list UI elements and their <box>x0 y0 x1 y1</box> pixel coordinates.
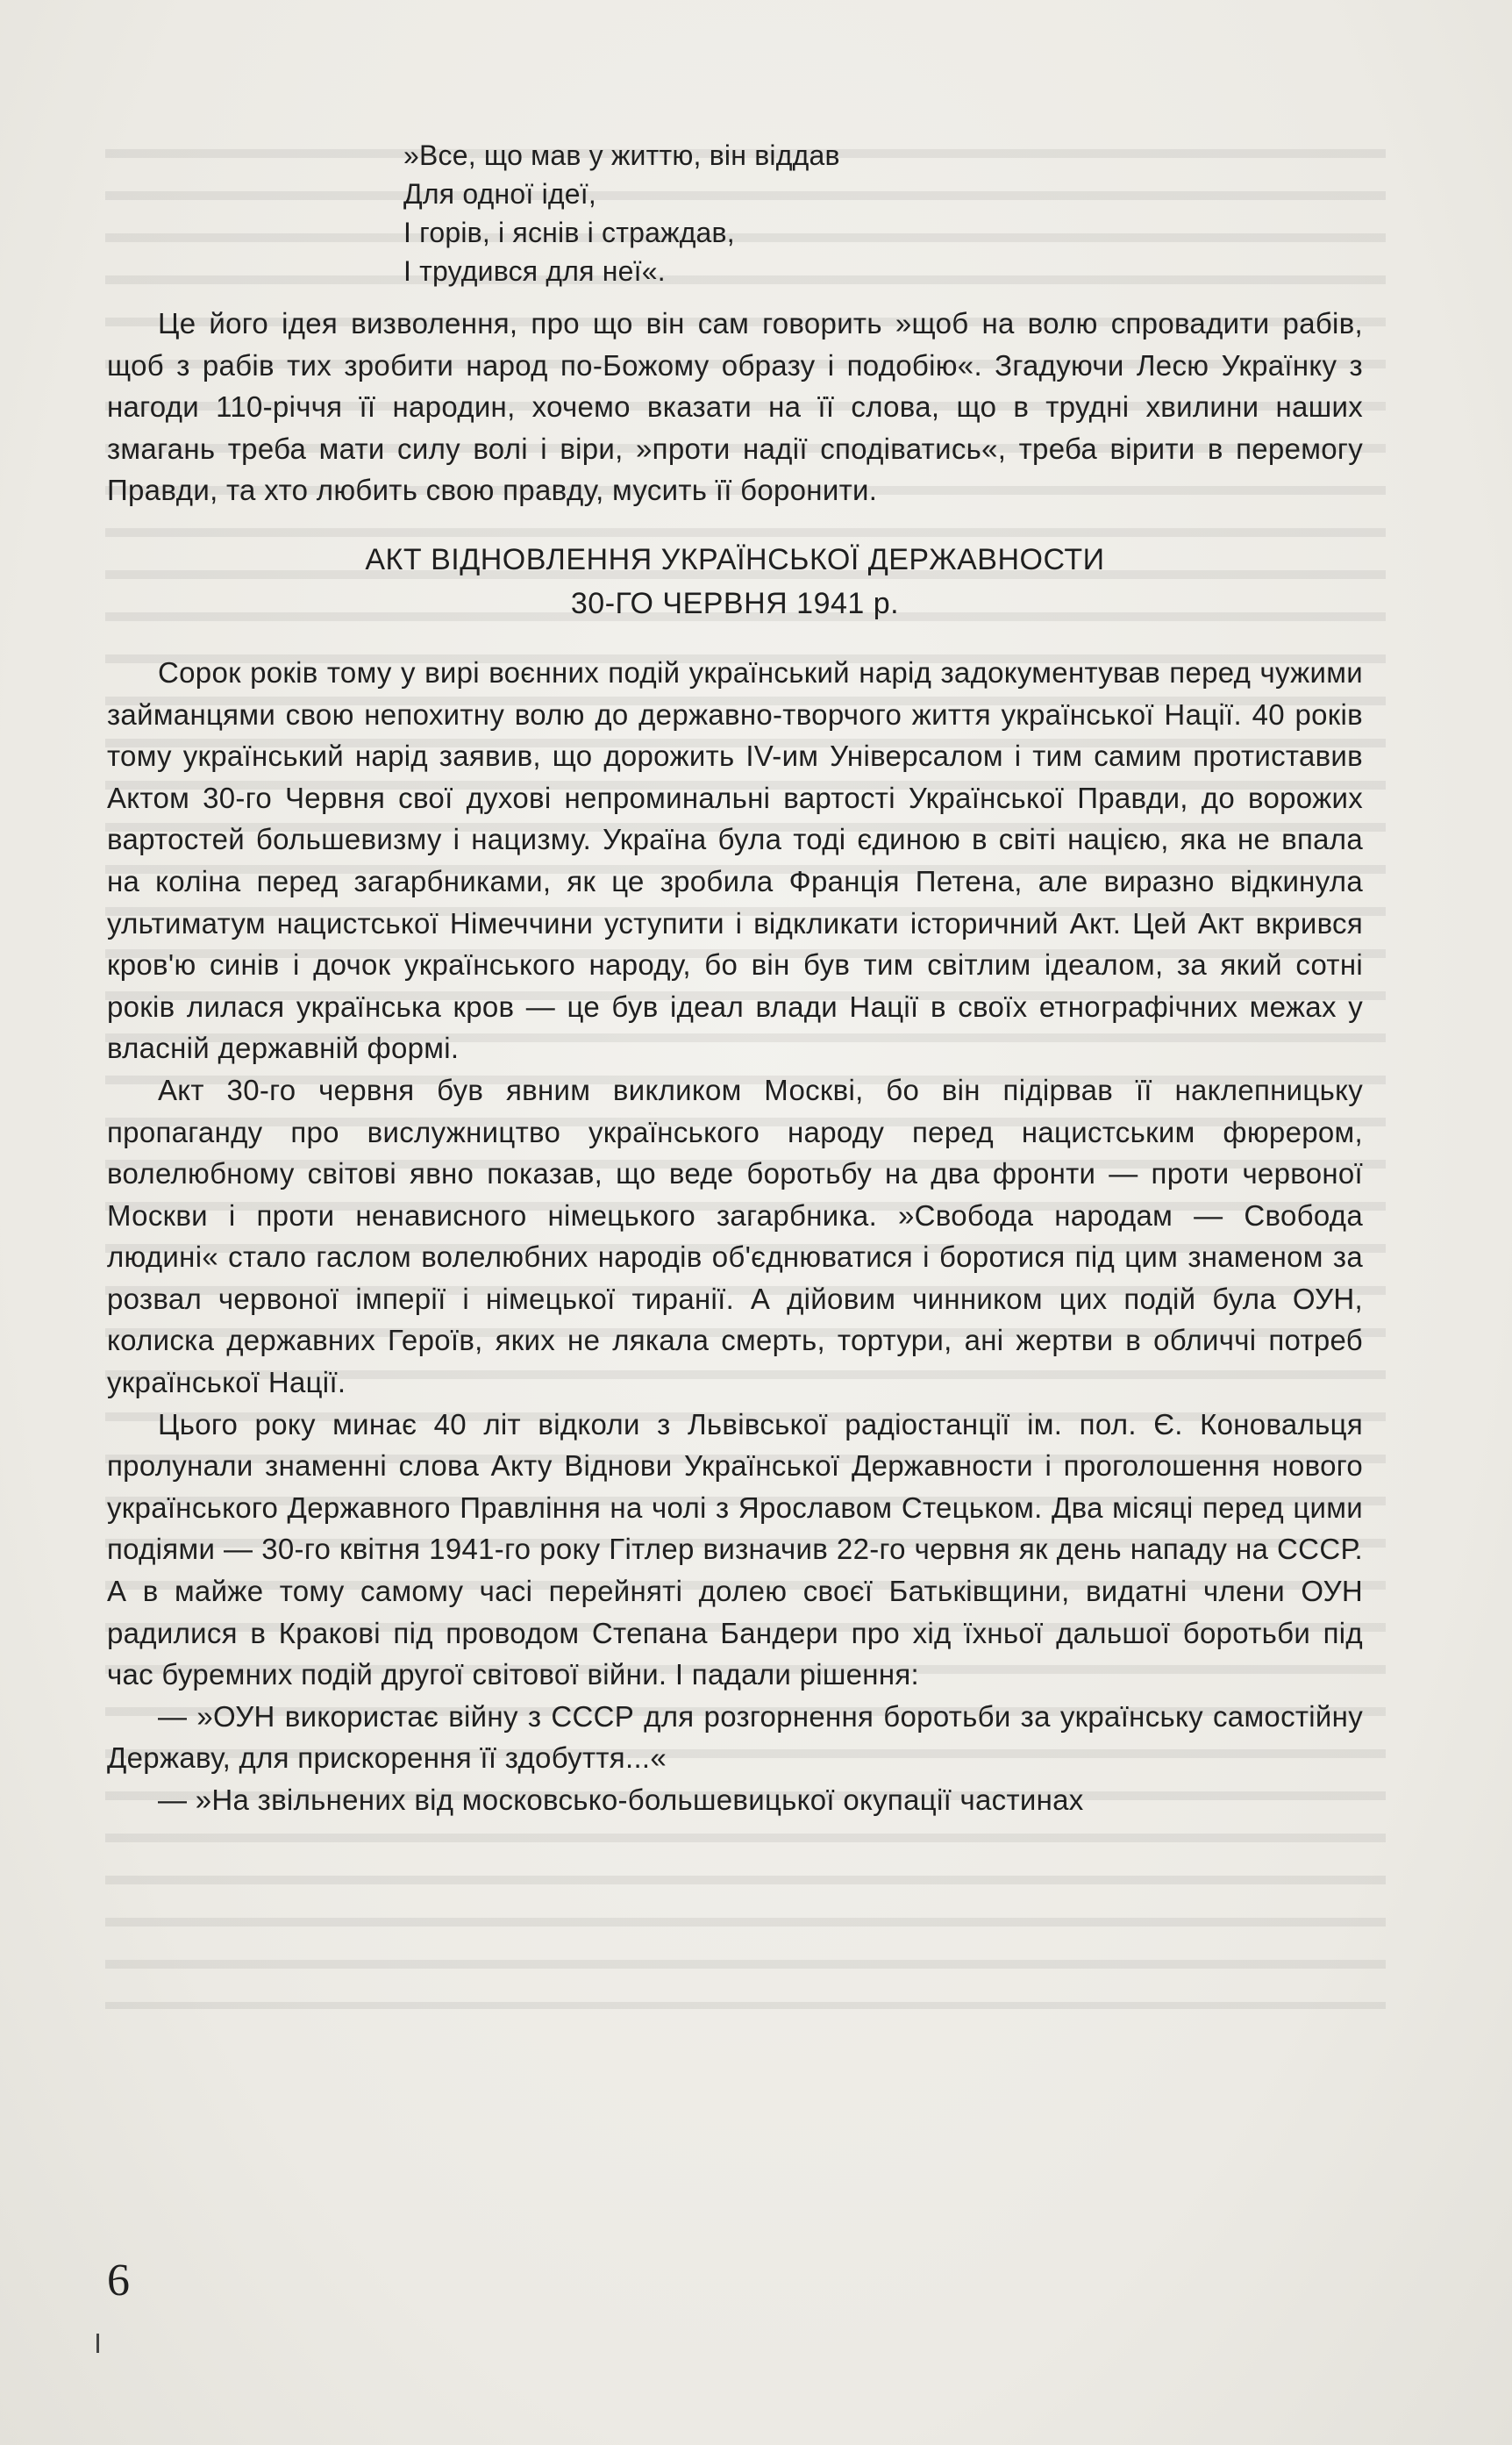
section-heading <box>107 538 1363 626</box>
body-text <box>107 652 1363 1821</box>
body-text-intro <box>107 303 1363 511</box>
paragraph: Сорок років тому у вирі воєнних подій український нарід задокументував перед чужими займанцями свою непохитну волю до державно-творчого життя української Нації. 40 років тому український нарід заявив, що дорожить IV-им Універсалом і тим самим протиставив Актом 30-го Червня свої духові непроминальні вартості Української Правди, до ворожих вартостей большевизму і нацизму. Україна була тоді єдиною в світі нацією, яка не впала на коліна перед загарбниками, як це зробила Франція Петена, але виразно відкинула ультиматум нацистської Німеччини уступити і відкликати історичний Акт. Цей Акт вкрився кров'ю синів і дочок українського народу, бо він був тим світлим ідеалом, за який сотні років лилася українська кров — це був ідеал влади Нації в своїх етнографічних межах у власній державній формі. <box>107 655 1363 1065</box>
print-mark <box>96 2334 99 2353</box>
poem-quote <box>403 136 1363 290</box>
page-number: 6 <box>107 2256 130 2306</box>
paragraph: — »На звільнених від московсько-большевицької окупації частинах <box>158 1784 1084 1816</box>
paragraph: Акт 30-го червня був явним викликом Москві, бо він підірвав її наклепницьку пропаганду про вислужництво українського народу перед нацистським фюрером, волелюбному світові явно показав, що веде боротьбу на два фронти — проти червоної Москви і проти ненависного німецького загарбника. »Свобода народам — Свобода людині« стало гаслом волелюбних народів об'єднюватися і боротися під цим знаменом за розвал червоної імперії і німецької тиранії. А дійовим чинником цих подій була ОУН, колиска державних Героїв, яких не лякала смерть, тортури, ані жертви в обличчі потреб української Нації. <box>107 1073 1363 1399</box>
heading-line-2: 30-ГО ЧЕРВНЯ 1941 р. <box>570 586 900 620</box>
heading-line-1: АКТ ВІДНОВЛЕННЯ УКРАЇНСЬКОЇ ДЕРЖАВНОСТИ <box>365 542 1105 576</box>
poem-line: І трудився для неї«. <box>403 255 666 287</box>
poem-line: »Все, що мав у життю, він віддав <box>403 139 840 171</box>
page-content <box>107 136 1363 1821</box>
paragraph: — »ОУН використає війну з СССР для розгорнення боротьби за українську самостійну Державу, для прискорення її здобуття...« <box>107 1699 1363 1775</box>
poem-line: І горів, і яснів і страждав, <box>403 217 735 248</box>
poem-line: Для одної ідеї, <box>403 178 596 210</box>
paragraph: Цього року минає 40 літ відколи з Львівської радіостанції ім. пол. Є. Коновальця пролунали знаменні слова Акту Віднови Української Державности і проголошення нового українського Державного Правління на чолі з Ярославом Стецьком. Два місяці перед цими подіями — 30-го квітня 1941-го року Гітлер визначив 22-го червня як день нападу на СССР. А в майже тому самому часі перейняті долею своєї Батьківщини, видатні члени ОУН радилися в Кракові під проводом Степана Бандери про хід їхньої дальшої боротьби під час буремних подій другої світової війни. І падали рішення: <box>107 1407 1363 1691</box>
intro-paragraph: Це його ідея визволення, про що він сам говорить »щоб на волю спровадити рабів, щоб з рабів тих зробити народ по-Божому образу і подобію«. Згадуючи Лесю Українку з нагоди 110-річчя її народин, хочемо вказати на її слова, що в трудні хвилини наших змагань треба мати силу волі і віри, »проти надії сподіватись«, треба вірити в перемогу Правди, та хто любить свою правду, мусить її боронити. <box>107 307 1363 507</box>
